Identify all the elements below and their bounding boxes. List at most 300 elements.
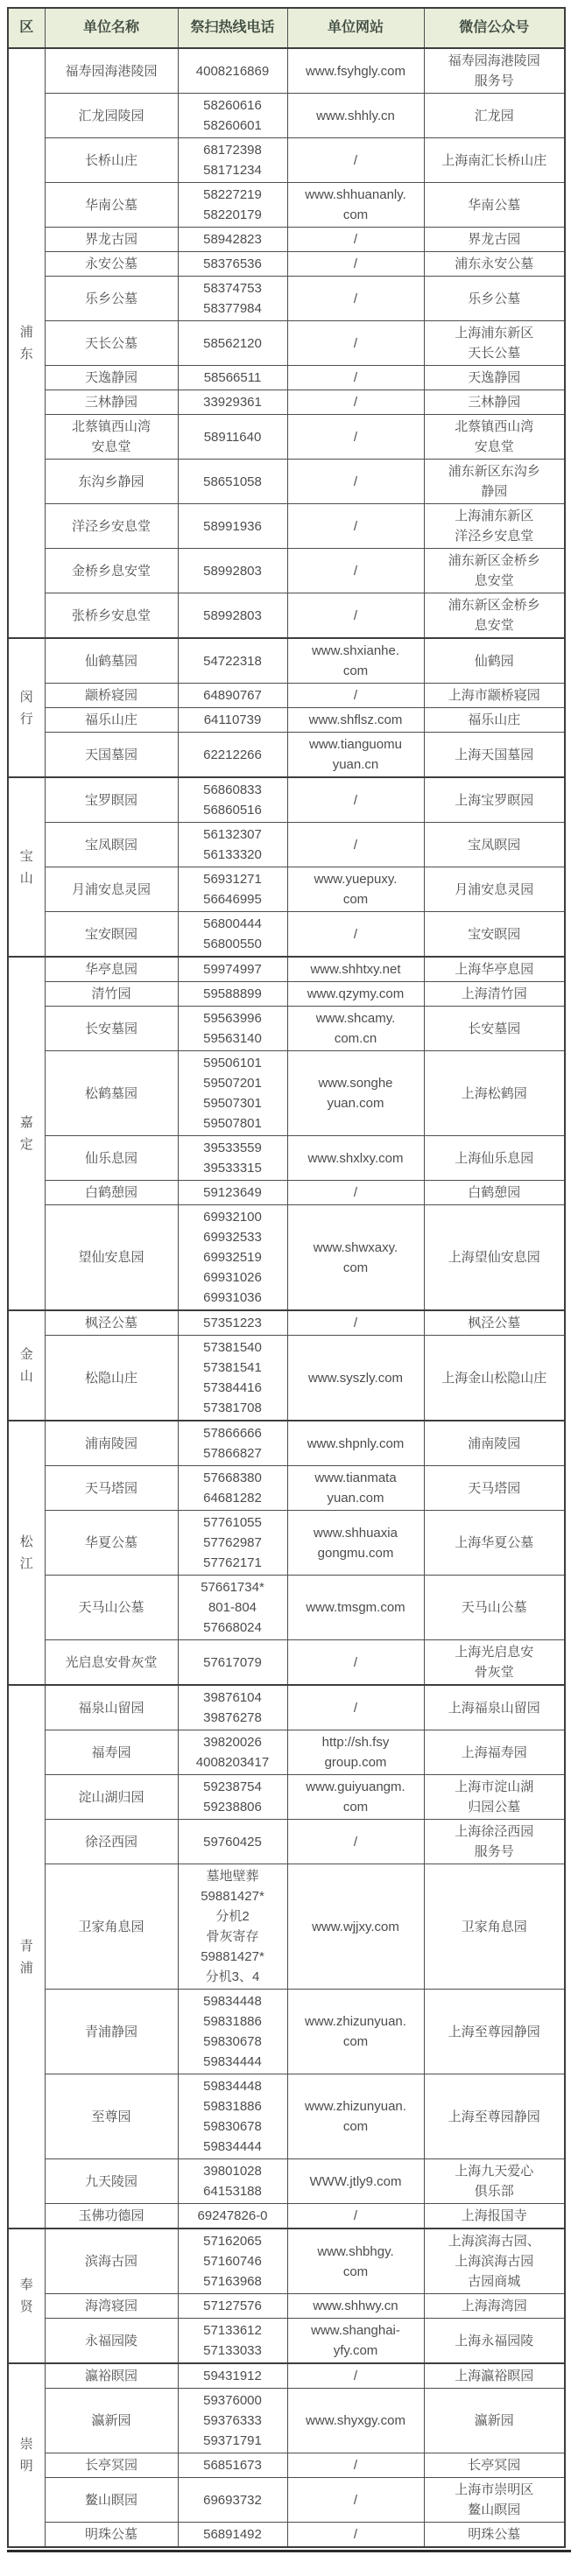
wechat-account-cell bbox=[424, 1990, 565, 2074]
hotline-phone-cell-line: 57381708 bbox=[203, 1400, 262, 1415]
unit-name-cell bbox=[45, 638, 178, 684]
website-cell bbox=[287, 277, 424, 321]
website-cell bbox=[287, 2159, 424, 2204]
wechat-account-cell bbox=[424, 957, 565, 982]
hotline-phone-cell-line: 57163968 bbox=[203, 2274, 262, 2289]
table-row bbox=[8, 957, 565, 982]
hotline-phone-cell-line: 57668380 bbox=[203, 1470, 262, 1485]
unit-name-cell bbox=[45, 957, 178, 982]
table-row bbox=[8, 1730, 565, 1775]
website-cell-line: / bbox=[353, 2527, 358, 2542]
hotline-phone-cell-line: 58260616 bbox=[203, 98, 262, 113]
hotline-phone-cell-line: 59238754 bbox=[203, 1779, 262, 1794]
unit-name-cell-line: 福泉山留园 bbox=[78, 1700, 145, 1716]
wechat-account-cell bbox=[424, 183, 565, 228]
wechat-account-cell-line: 浦南陵园 bbox=[468, 1435, 521, 1451]
website-cell-line: www.fsyhgly.com bbox=[306, 63, 405, 79]
website-cell bbox=[287, 228, 424, 252]
hotline-phone-cell-line: 56133320 bbox=[203, 847, 262, 862]
table-row bbox=[8, 1051, 565, 1136]
wechat-account-cell bbox=[424, 252, 565, 277]
hotline-phone-cell bbox=[178, 252, 287, 277]
wechat-account-cell bbox=[424, 415, 565, 460]
unit-name-cell bbox=[45, 2204, 178, 2229]
hotline-phone-cell-line: 57384416 bbox=[203, 1380, 262, 1395]
wechat-account-cell-line: 上海松鹤园 bbox=[461, 1085, 527, 1101]
website-cell bbox=[287, 1576, 424, 1640]
website-cell-line: www.shyxgy.com bbox=[306, 2413, 405, 2428]
wechat-account-cell bbox=[424, 777, 565, 823]
district-label: 奉贤 bbox=[8, 2229, 45, 2363]
unit-name-cell-line: 枫泾公墓 bbox=[84, 1316, 137, 1330]
website-cell-line: / bbox=[353, 2369, 358, 2383]
wechat-account-cell-line: 骨灰堂 bbox=[474, 1665, 514, 1680]
unit-name-cell bbox=[45, 94, 178, 138]
website-cell-line: www.shbhgy. bbox=[317, 2243, 394, 2259]
website-cell-line: / bbox=[353, 2458, 358, 2473]
website-cell-line: / bbox=[353, 837, 358, 853]
website-cell bbox=[287, 252, 424, 277]
wechat-account-cell bbox=[424, 1685, 565, 1730]
table-row bbox=[8, 366, 565, 390]
wechat-account-cell bbox=[424, 708, 565, 733]
col-header-district: 区 bbox=[8, 8, 45, 48]
unit-name-cell-line: 宝安瞑园 bbox=[84, 926, 137, 942]
website-cell-line: www.yuepuxy. bbox=[314, 872, 398, 887]
unit-name-cell bbox=[45, 1310, 178, 1336]
hotline-phone-cell-line: 62212266 bbox=[203, 747, 262, 762]
wechat-account-cell-line: 华南公墓 bbox=[468, 197, 521, 213]
hotline-phone-cell-line: 56860833 bbox=[203, 783, 262, 797]
website-cell-line: WWW.jtly9.com bbox=[309, 2173, 402, 2189]
col-header-website: 单位网站 bbox=[287, 8, 424, 48]
website-cell-line: www.guiyuangm. bbox=[306, 1779, 405, 1794]
unit-name-cell bbox=[45, 733, 178, 778]
unit-name-cell-line: 光启息安骨灰堂 bbox=[65, 1654, 158, 1670]
district-label: 宝山 bbox=[8, 777, 45, 957]
website-cell-line: com.cn bbox=[334, 1031, 377, 1046]
district-label: 青浦 bbox=[8, 1685, 45, 2229]
hotline-phone-cell-line: 64681282 bbox=[203, 1491, 262, 1506]
hotline-phone-cell bbox=[178, 823, 287, 867]
table-row bbox=[8, 2478, 565, 2523]
unit-name-cell-line: 清竹园 bbox=[91, 986, 131, 1001]
unit-name-cell-line: 天马塔园 bbox=[84, 1480, 137, 1496]
table-row bbox=[8, 1310, 565, 1336]
unit-name-cell bbox=[45, 277, 178, 321]
unit-name-cell-line: 玉佛功德园 bbox=[78, 2208, 145, 2223]
website-cell bbox=[287, 390, 424, 415]
unit-name-cell-line: 颛桥寝园 bbox=[84, 688, 137, 703]
wechat-account-cell bbox=[424, 1421, 565, 1466]
unit-name-cell-line: 白鹤憩园 bbox=[84, 1185, 137, 1200]
website-cell bbox=[287, 2319, 424, 2364]
unit-name-cell bbox=[45, 1864, 178, 1990]
unit-name-cell bbox=[45, 183, 178, 228]
hotline-phone-cell-line: 分机2 bbox=[215, 1909, 250, 1924]
table-row bbox=[8, 321, 565, 366]
wechat-account-cell-line: 天马山公墓 bbox=[461, 1600, 527, 1615]
hotline-phone-cell bbox=[178, 390, 287, 415]
table-row bbox=[8, 2523, 565, 2548]
website-cell-line: / bbox=[353, 2208, 358, 2223]
wechat-account-cell-line: 上海金山松隐山庄 bbox=[441, 1370, 547, 1386]
hotline-phone-cell-line: 58220179 bbox=[203, 207, 262, 222]
wechat-account-cell-line: 上海华夏公墓 bbox=[455, 1535, 534, 1550]
website-cell-line: / bbox=[353, 607, 358, 623]
hotline-phone-cell-line: 59563140 bbox=[203, 1031, 262, 1046]
unit-name-cell-line: 天长公墓 bbox=[84, 335, 137, 351]
hotline-phone-cell bbox=[178, 1640, 287, 1686]
website-cell-line: www.shhly.cn bbox=[316, 108, 395, 123]
hotline-phone-cell bbox=[178, 957, 287, 982]
hotline-phone-cell bbox=[178, 1051, 287, 1136]
wechat-account-cell bbox=[424, 228, 565, 252]
table-row bbox=[8, 1136, 565, 1181]
website-cell bbox=[287, 2363, 424, 2389]
table-row bbox=[8, 1511, 565, 1576]
website-cell-line: com bbox=[342, 663, 369, 678]
unit-name-cell-line: 长亭冥园 bbox=[84, 2458, 137, 2473]
unit-name-cell-line: 徐泾西园 bbox=[84, 1834, 137, 1850]
website-cell-line: / bbox=[353, 370, 358, 385]
hotline-phone-cell-line: 58992803 bbox=[203, 563, 262, 579]
wechat-account-cell-line: 月浦安息灵园 bbox=[455, 881, 534, 897]
website-cell-line: / bbox=[353, 256, 358, 271]
hotline-phone-cell-line: 39820026 bbox=[203, 1735, 262, 1750]
website-cell-line: www.tianmata bbox=[314, 1470, 397, 1485]
wechat-account-cell bbox=[424, 638, 565, 684]
unit-name-cell bbox=[45, 1640, 178, 1686]
unit-name-cell-line: 长桥山庄 bbox=[84, 152, 137, 168]
website-cell bbox=[287, 138, 424, 183]
hotline-phone-cell bbox=[178, 2363, 287, 2389]
wechat-account-cell bbox=[424, 867, 565, 912]
website-cell bbox=[287, 1775, 424, 1820]
wechat-account-cell bbox=[424, 2363, 565, 2389]
table-row bbox=[8, 504, 565, 549]
hotline-phone-cell-line: 58651058 bbox=[203, 474, 262, 489]
hotline-phone-cell bbox=[178, 1820, 287, 1864]
cemetery-contact-table bbox=[7, 7, 566, 2548]
unit-name-cell bbox=[45, 1466, 178, 1511]
hotline-phone-cell-line: 69932519 bbox=[203, 1250, 262, 1265]
wechat-account-cell-line: 浦东新区金桥乡 bbox=[448, 598, 540, 613]
wechat-account-cell-line: 上海海湾园 bbox=[461, 2299, 527, 2313]
wechat-account-cell bbox=[424, 549, 565, 593]
unit-name-cell bbox=[45, 1990, 178, 2074]
hotline-phone-cell-line: 57866666 bbox=[203, 1426, 262, 1441]
wechat-account-cell bbox=[424, 504, 565, 549]
website-cell bbox=[287, 48, 424, 94]
website-cell-line: com bbox=[342, 207, 369, 222]
hotline-phone-cell-line: 4008203417 bbox=[195, 1755, 270, 1770]
website-cell-line: www.qzymy.com bbox=[307, 986, 405, 1001]
hotline-phone-cell-line: 墓地壁葬 bbox=[206, 1869, 259, 1884]
hotline-phone-cell-line: 56931271 bbox=[203, 872, 262, 887]
wechat-account-cell bbox=[424, 684, 565, 708]
hotline-phone-cell bbox=[178, 549, 287, 593]
unit-name-cell bbox=[45, 1336, 178, 1421]
hotline-phone-cell bbox=[178, 2074, 287, 2159]
hotline-phone-cell-line: 59974997 bbox=[203, 962, 262, 977]
hotline-phone-cell-line: 39876278 bbox=[203, 1710, 262, 1725]
website-cell-line: / bbox=[353, 518, 358, 534]
table-body bbox=[8, 48, 565, 2547]
wechat-account-cell bbox=[424, 1007, 565, 1051]
wechat-account-cell-line: 仙鹤园 bbox=[474, 653, 514, 669]
website-cell-line: www.shanghai- bbox=[311, 2323, 400, 2338]
website-cell bbox=[287, 777, 424, 823]
unit-name-cell bbox=[45, 684, 178, 708]
table-row bbox=[8, 2453, 565, 2478]
website-cell-line: yuan.cn bbox=[332, 757, 379, 772]
hotline-phone-cell-line: 57381540 bbox=[203, 1340, 262, 1355]
header-row bbox=[8, 8, 565, 48]
unit-name-cell-line: 汇龙园陵园 bbox=[78, 108, 145, 123]
table-row bbox=[8, 138, 565, 183]
website-cell-line: gongmu.com bbox=[317, 1545, 394, 1561]
website-cell-line: / bbox=[353, 474, 358, 489]
hotline-phone-cell bbox=[178, 1576, 287, 1640]
unit-name-cell bbox=[45, 138, 178, 183]
hotline-phone-cell-line: 39876104 bbox=[203, 1690, 262, 1705]
website-cell-line: www.tianguomu bbox=[309, 737, 402, 752]
wechat-account-cell-line: 上海清竹园 bbox=[461, 986, 527, 1001]
hotline-phone-cell bbox=[178, 2229, 287, 2294]
hotline-phone-cell-line: 58911640 bbox=[203, 429, 262, 445]
hotline-phone-cell bbox=[178, 2478, 287, 2523]
website-cell-line: / bbox=[353, 1654, 358, 1670]
hotline-phone-cell-line: 59238806 bbox=[203, 1800, 262, 1814]
website-cell bbox=[287, 2229, 424, 2294]
hotline-phone-cell-line: 59506101 bbox=[203, 1056, 262, 1070]
hotline-phone-cell-line: 69931026 bbox=[203, 1270, 262, 1285]
hotline-phone-cell-line: 57162065 bbox=[203, 2234, 262, 2249]
wechat-account-cell-line: 上海九天爱心 bbox=[455, 2164, 534, 2179]
wechat-account-cell-line: 息安堂 bbox=[474, 573, 514, 588]
hotline-phone-cell-line: 骨灰寄存 bbox=[206, 1929, 259, 1944]
website-cell-line: / bbox=[353, 395, 358, 410]
unit-name-cell bbox=[45, 1051, 178, 1136]
wechat-account-cell-line: 浦东永安公墓 bbox=[455, 256, 534, 271]
wechat-account-cell bbox=[424, 1864, 565, 1990]
wechat-account-cell-line: 卫家角息园 bbox=[461, 1919, 527, 1934]
wechat-account-cell-line: 福乐山庄 bbox=[468, 712, 521, 727]
hotline-phone-cell-line: 57617079 bbox=[203, 1654, 262, 1670]
unit-name-cell bbox=[45, 1205, 178, 1311]
hotline-phone-cell bbox=[178, 1336, 287, 1421]
website-cell bbox=[287, 1511, 424, 1576]
unit-name-cell-line: 宝罗瞑园 bbox=[84, 792, 137, 808]
unit-name-cell bbox=[45, 1181, 178, 1205]
hotline-phone-cell-line: 58260601 bbox=[203, 118, 262, 133]
wechat-account-cell-line: 宝凤瞑园 bbox=[468, 837, 521, 853]
website-cell bbox=[287, 1136, 424, 1181]
hotline-phone-cell-line: 59507201 bbox=[203, 1076, 262, 1091]
website-cell bbox=[287, 638, 424, 684]
website-cell-line: yuan.com bbox=[327, 1096, 384, 1111]
hotline-phone-cell-line: 57160746 bbox=[203, 2254, 262, 2269]
unit-name-cell-line: 永安公墓 bbox=[84, 256, 137, 271]
wechat-account-cell-line: 上海浦东新区 bbox=[455, 326, 534, 340]
website-cell bbox=[287, 708, 424, 733]
website-cell bbox=[287, 1640, 424, 1686]
wechat-account-cell bbox=[424, 2159, 565, 2204]
unit-name-cell bbox=[45, 1511, 178, 1576]
wechat-account-cell bbox=[424, 823, 565, 867]
website-cell-line: www.shpnly.com bbox=[307, 1435, 405, 1451]
website-cell-line: yfy.com bbox=[333, 2343, 378, 2358]
hotline-phone-cell-line: 56800444 bbox=[203, 916, 262, 931]
table-row bbox=[8, 252, 565, 277]
hotline-phone-cell-line: 59376000 bbox=[203, 2393, 262, 2408]
table-row bbox=[8, 1576, 565, 1640]
hotline-phone-cell-line: 56860516 bbox=[203, 803, 262, 818]
hotline-phone-cell-line: 57762171 bbox=[203, 1555, 262, 1570]
wechat-account-cell-line: 三林静园 bbox=[468, 395, 521, 410]
wechat-account-cell bbox=[424, 94, 565, 138]
website-cell-line: www.tmsgm.com bbox=[306, 1600, 405, 1615]
hotline-phone-cell bbox=[178, 2159, 287, 2204]
website-cell-line: group.com bbox=[324, 1755, 387, 1770]
wechat-account-cell-line: 上海南汇长桥山庄 bbox=[441, 152, 547, 168]
hotline-phone-cell-line: 59507301 bbox=[203, 1096, 262, 1111]
unit-name-cell bbox=[45, 1007, 178, 1051]
unit-name-cell-line: 宝凤瞑园 bbox=[84, 837, 137, 853]
hotline-phone-cell-line: 57127576 bbox=[203, 2299, 262, 2313]
table-row bbox=[8, 777, 565, 823]
district-label: 松江 bbox=[8, 1421, 45, 1685]
unit-name-cell bbox=[45, 549, 178, 593]
wechat-account-cell-line: 天马塔园 bbox=[468, 1480, 521, 1496]
hotline-phone-cell-line: 39801028 bbox=[203, 2164, 262, 2179]
table-row bbox=[8, 1336, 565, 1421]
website-cell bbox=[287, 593, 424, 639]
wechat-account-cell-line: 上海永福园陵 bbox=[455, 2333, 534, 2348]
wechat-account-cell-line: 乐乡公墓 bbox=[468, 291, 521, 306]
website-cell-line: / bbox=[353, 1834, 358, 1850]
website-cell bbox=[287, 366, 424, 390]
wechat-account-cell bbox=[424, 366, 565, 390]
hotline-phone-cell bbox=[178, 708, 287, 733]
website-cell bbox=[287, 1990, 424, 2074]
wechat-account-cell bbox=[424, 2453, 565, 2478]
table-row bbox=[8, 708, 565, 733]
website-cell-line: / bbox=[353, 1185, 358, 1200]
hotline-phone-cell bbox=[178, 321, 287, 366]
website-cell-line: www.shxianhe. bbox=[311, 643, 400, 658]
hotline-phone-cell-line: 58376536 bbox=[203, 256, 262, 271]
wechat-account-cell-line: 上海仙乐息园 bbox=[455, 1150, 534, 1166]
wechat-account-cell-line: 上海浦东新区 bbox=[455, 509, 534, 523]
wechat-account-cell bbox=[424, 1310, 565, 1336]
unit-name-cell-line: 九天陵园 bbox=[84, 2173, 137, 2189]
unit-name-cell-line: 华南公墓 bbox=[84, 197, 137, 213]
table-row bbox=[8, 1640, 565, 1686]
unit-name-cell-line: 青浦静园 bbox=[84, 2024, 137, 2039]
wechat-account-cell-line: 静园 bbox=[481, 484, 508, 499]
unit-name-cell-line: 乐乡公墓 bbox=[84, 291, 137, 306]
unit-name-cell-line: 鳌山瞑园 bbox=[84, 2492, 137, 2508]
wechat-account-cell bbox=[424, 1336, 565, 1421]
hotline-phone-cell-line: 57668024 bbox=[203, 1620, 262, 1635]
website-cell bbox=[287, 321, 424, 366]
website-cell bbox=[287, 1820, 424, 1864]
website-cell-line: / bbox=[353, 563, 358, 579]
hotline-phone-cell bbox=[178, 228, 287, 252]
hotline-phone-cell bbox=[178, 415, 287, 460]
hotline-phone-cell-line: 59830678 bbox=[203, 2034, 262, 2049]
unit-name-cell-line: 三林静园 bbox=[84, 395, 137, 410]
unit-name-cell-line: 天马山公墓 bbox=[78, 1600, 145, 1615]
website-cell-line: www.wjjxy.com bbox=[312, 1919, 399, 1934]
website-cell-line: www.zhizunyuan. bbox=[305, 2099, 406, 2114]
wechat-account-cell-line: 鳌山瞑园 bbox=[468, 2502, 521, 2517]
hotline-phone-cell-line: 56891492 bbox=[203, 2527, 262, 2542]
website-cell-line: www.shhuananly. bbox=[305, 187, 406, 202]
unit-name-cell-line: 瀛裕瞑园 bbox=[84, 2369, 137, 2383]
website-cell-line: http://sh.fsy bbox=[321, 1735, 390, 1750]
hotline-phone-cell-line: 58374753 bbox=[203, 281, 262, 296]
hotline-phone-cell bbox=[178, 593, 287, 639]
hotline-phone-cell bbox=[178, 1990, 287, 2074]
website-cell-line: / bbox=[353, 232, 358, 247]
unit-name-cell bbox=[45, 1421, 178, 1466]
hotline-phone-cell bbox=[178, 1685, 287, 1730]
unit-name-cell bbox=[45, 1730, 178, 1775]
table-row bbox=[8, 2294, 565, 2319]
wechat-account-cell bbox=[424, 1820, 565, 1864]
website-cell-line: / bbox=[353, 792, 358, 808]
hotline-phone-cell-line: 57133612 bbox=[203, 2323, 262, 2338]
wechat-account-cell-line: 长安墓园 bbox=[468, 1021, 521, 1036]
hotline-phone-cell-line: 68172398 bbox=[203, 143, 262, 158]
website-cell-line: / bbox=[353, 1700, 358, 1716]
wechat-account-cell bbox=[424, 982, 565, 1007]
wechat-account-cell bbox=[424, 321, 565, 366]
website-cell bbox=[287, 1730, 424, 1775]
table-header bbox=[8, 8, 565, 48]
website-cell-line: / bbox=[353, 152, 358, 168]
website-cell bbox=[287, 2389, 424, 2453]
unit-name-cell-line: 卫家角息园 bbox=[78, 1919, 145, 1934]
hotline-phone-cell-line: 56132307 bbox=[203, 827, 262, 842]
hotline-phone-cell-line: 58227219 bbox=[203, 187, 262, 202]
hotline-phone-cell-line: 56646995 bbox=[203, 892, 262, 907]
unit-name-cell bbox=[45, 2389, 178, 2453]
table-row bbox=[8, 2229, 565, 2294]
table-row bbox=[8, 2074, 565, 2159]
wechat-account-cell-line: 瀛新园 bbox=[474, 2413, 514, 2428]
hotline-phone-cell-line: 33929361 bbox=[203, 395, 262, 410]
unit-name-cell bbox=[45, 777, 178, 823]
wechat-account-cell bbox=[424, 733, 565, 778]
unit-name-cell-line: 望仙安息园 bbox=[78, 1250, 145, 1265]
website-cell bbox=[287, 1205, 424, 1311]
unit-name-cell-line: 月浦安息灵园 bbox=[71, 881, 151, 897]
table-row bbox=[8, 390, 565, 415]
website-cell bbox=[287, 2294, 424, 2319]
hotline-phone-cell bbox=[178, 1730, 287, 1775]
hotline-phone-cell bbox=[178, 2389, 287, 2453]
hotline-phone-cell-line: 69932533 bbox=[203, 1230, 262, 1245]
wechat-account-cell-line: 上海福泉山留园 bbox=[448, 1700, 540, 1716]
col-header-hotline-phone: 祭扫热线电话 bbox=[178, 8, 287, 48]
col-header-wechat-account: 微信公众号 bbox=[424, 8, 565, 48]
district-label: 崇明 bbox=[8, 2363, 45, 2547]
website-cell-line: www.syszly.com bbox=[307, 1370, 404, 1386]
